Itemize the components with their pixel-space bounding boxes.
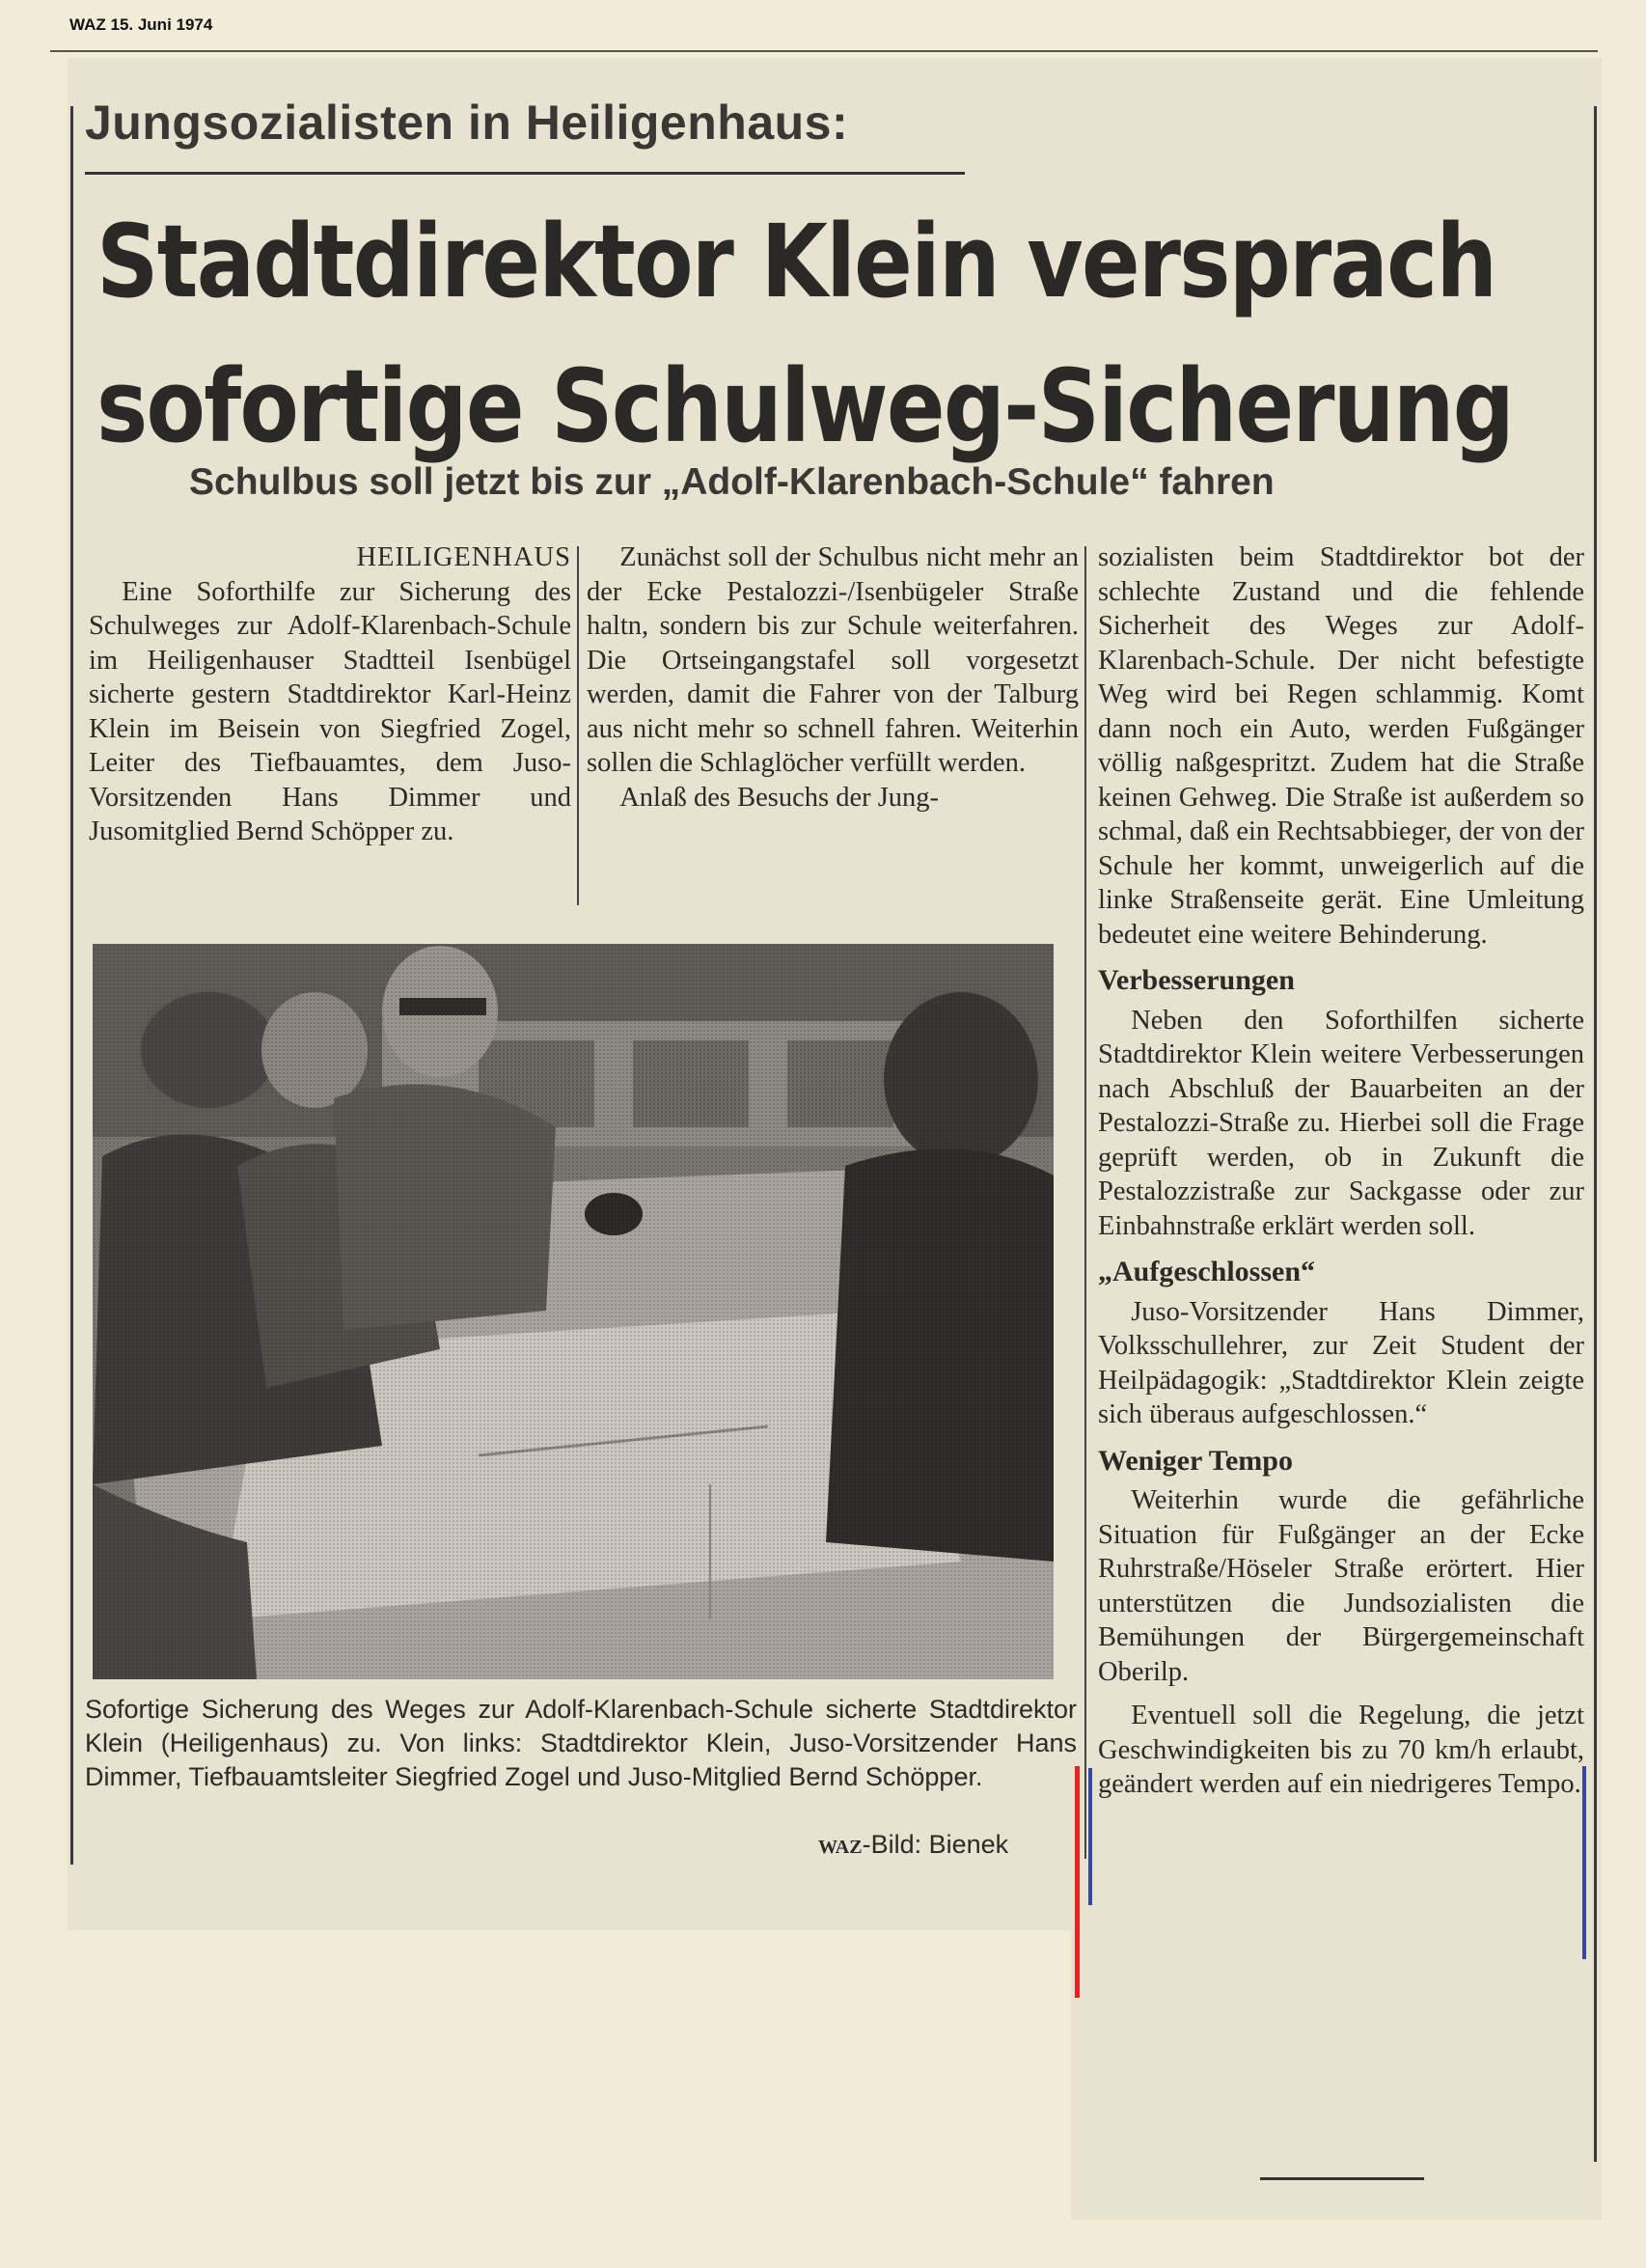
column2-paragraph-2: Anlaß des Besuchs der Jung- <box>619 782 940 813</box>
column-rule-1 <box>577 546 579 905</box>
article-column-2 <box>587 540 1079 815</box>
subhead-verbesserungen: Verbesserungen <box>1098 964 1295 996</box>
column3-paragraph-4: Weiterhin wurde die gefährliche Situation für Fußgänger an der Ecke Ruhrstraße/Höseler Straße erörtert. Hier unterstützen die Jundsozialisten die Bemühungen der Bürgergemeinschaft Oberilp. <box>1098 1485 1584 1687</box>
column3-paragraph-5: Eventuell soll die Regelung, die jetzt Geschwindigkeiten bis zu 70 km/h erlaubt, geändert werden auf ein niedrigeres Tempo. <box>1098 1701 1584 1799</box>
headline-line-1: Stadtdirektor Klein versprach <box>96 203 1496 320</box>
top-rule <box>50 50 1598 52</box>
red-marker-line <box>1075 1766 1080 1998</box>
headline-line-2: sofortige Schulweg-Sicherung <box>96 347 1514 465</box>
column3-paragraph-3: Juso-Vorsitzender Hans Dimmer, Volksschullehrer, zur Zeit Student der Heilpädagogik: „Stadtdirektor Klein zeigte sich überaus aufgeschlossen.“ <box>1098 1296 1584 1429</box>
photo-credit <box>818 1830 1008 1860</box>
article-column-1 <box>89 540 571 849</box>
subhead-aufgeschlossen: „Aufgeschlossen“ <box>1098 1256 1316 1287</box>
photo-caption: Sofortige Sicherung des Weges zur Adolf-Klarenbach-Schule sicherte Stadtdirektor Klein (Heiligenhaus) zu. Von links: Stadtdirektor Klein, Juso-Vorsitzender Hans Dimmer, Tiefbauamtsleiter Siegfried Zogel und Juso-Mitglied Bernd Schöpper. <box>85 1695 1077 1791</box>
source-label: WAZ 15. Juni 1974 <box>69 15 213 34</box>
blue-marker-line-right <box>1582 1766 1586 1959</box>
blue-marker-line-left <box>1088 1768 1092 1905</box>
photo-illustration <box>93 944 1054 1679</box>
article-column-3 <box>1098 540 1584 1802</box>
dateline: HEILIGENHAUS <box>356 542 571 572</box>
clipping-frame-right <box>1594 106 1597 2162</box>
kicker-rule <box>85 172 965 175</box>
credit-brand: WAZ <box>818 1837 863 1858</box>
column3-paragraph-2: Neben den Soforthilfen sicherte Stadtdirektor Klein weitere Verbesserungen nach Abschluß der Bauarbeiten an der Pestalozzi-Straße zu. Hierbei soll die Frage geprüft werden, ob in Zukunft die Pestalozzistraße zur Sackgasse oder zur Einbahnstraße erklärt werden soll. <box>1098 1005 1584 1241</box>
news-photo <box>93 944 1054 1679</box>
clipping-frame-left <box>70 106 73 1865</box>
subhead-weniger-tempo: Weniger Tempo <box>1098 1444 1293 1477</box>
column-rule-2 <box>1084 546 1086 1859</box>
clipping-cutout <box>68 1930 1071 2220</box>
article-end-rule <box>1260 2177 1424 2180</box>
column3-paragraph-1: sozialisten beim Stadtdirektor bot der schlechte Zustand und die fehlende Sicherheit des Weges zur Adolf-Klarenbach-Schule. Der nicht befestigte Weg wird bei Regen schlammig. Komt dann noch ein Auto, werden Fußgänger völlig naßgespritzt. Zudem hat die Straße keinen Gehweg. Die Straße ist außerdem so schmal, daß ein Rechtsabbieger, der von der Schule her kommt, unweigerlich auf die linke Straßenseite gerät. Eine Umleitung bedeutet eine weitere Behinderung. <box>1098 542 1584 950</box>
column2-paragraph-1: Zunächst soll der Schulbus nicht mehr an der Ecke Pestalozzi-/Isenbügeler Straße haltn, sondern bis zur Schule weiterfahren. Die Ortseingangstafel soll vorgesetzt werden, damit die Fahrer von der Talburg aus nicht mehr so schnell fahren. Weiterhin sollen die Schlaglöcher verfüllt werden. <box>587 542 1079 778</box>
kicker-headline: Jungsozialisten in Heiligenhaus: <box>85 96 849 150</box>
subheadline: Schulbus soll jetzt bis zur „Adolf-Klarenbach-Schule“ fahren <box>189 461 1275 503</box>
column1-paragraph: Eine Soforthilfe zur Sicherung des Schulweges zur Adolf-Klarenbach-Schule im Heiligenhauser Stadtteil Isenbügel sicherte gestern Stadtdirektor Karl-Heinz Klein im Beisein von Siegfried Zogel, Leiter des Tiefbauamtes, dem Juso-Vorsitzenden Hans Dimmer und Jusomitglied Bernd Schöpper zu. <box>89 576 571 846</box>
main-headline <box>96 189 1514 479</box>
credit-text: -Bild: Bienek <box>862 1830 1009 1859</box>
